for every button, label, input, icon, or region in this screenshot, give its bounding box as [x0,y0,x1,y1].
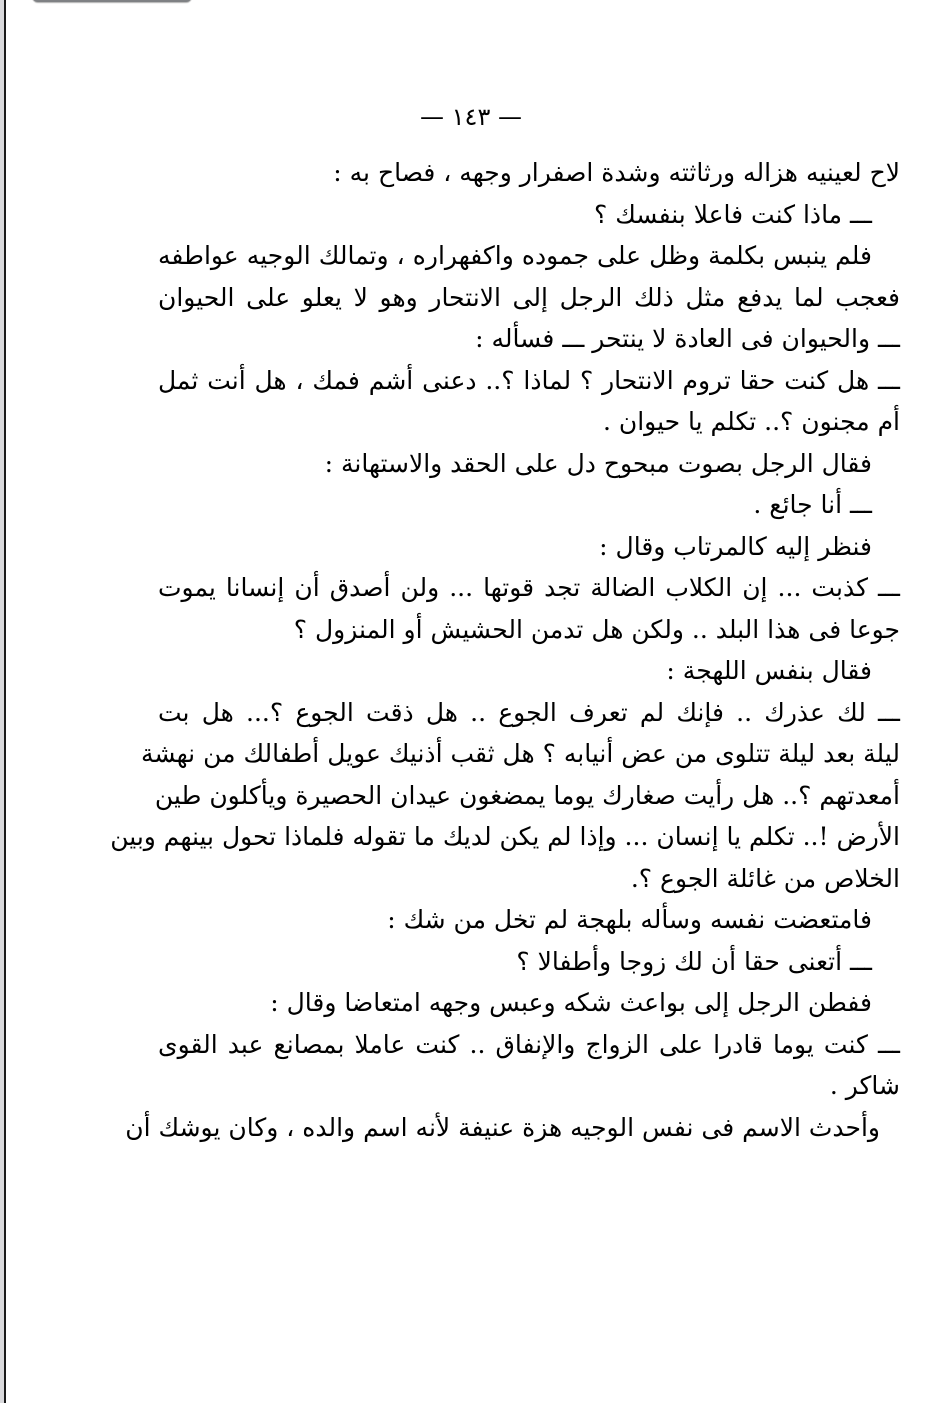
top-tab-edge [32,0,192,2]
text-line: ـــ والحيوان فى العادة لا ينتحر ـــ فسأله : [475,324,900,353]
text-line: لاح لعينيه هزاله ورثاثته وشدة اصفرار وجهه ، فصاح به : [333,158,900,187]
text-line: ـــ كنت يوما قادرا على الزواج والإنفاق .. كنت عاملا بمصانع عبد القوى [158,1029,900,1059]
text-line: الأرض !.. تكلم يا إنسان ... وإذا لم يكن لديك ما تقوله فلماذا تحول بينهم وبين [110,822,900,851]
text-line: ـــ كذبت ... إن الكلاب الضالة تجد قوتها ... ولن أصدق أن إنسانا يموت [158,573,900,602]
text-line: ـــ أتعنى حقا أن لك زوجا وأطفالا ؟ [516,946,872,976]
text-line: فامتعضت نفسه وسأله بلهجة لم تخل من شك : [387,905,872,934]
text-line: فقال الرجل بصوت مبحوح دل على الحقد والاستهانة : [324,448,872,478]
text-line: ـــ أنا جائع . [753,490,872,519]
text-line: فعجب لما يدفع مثل ذلك الرجل إلى الانتحار وهو لا يعلو على الحيوان [158,282,900,312]
text-line: ـــ هل كنت حقا تروم الانتحار ؟ لماذا ؟.. دعنى أشم فمك ، هل أنت ثمل [158,365,900,395]
text-line: أم مجنون ؟.. تكلم يا حيوان . [602,407,900,436]
text-line: فقال بنفس اللهجة : [666,656,872,685]
text-line: جوعا فى هذا البلد .. ولكن هل تدمن الحشيش أو المنزول ؟ [293,614,900,644]
text-line: ليلة بعد ليلة تتلوى من عض أنيابه ؟ هل ثقب أذنيك عويل أطفالك من نهشة [140,739,900,768]
text-line: ـــ ماذا كنت فاعلا بنفسك ؟ [594,199,872,229]
text-line: شاكر . [829,1071,900,1100]
text-line: فلم ينبس بكلمة وظل على جموده واكفهراره ، وتمالك الوجيه عواطفه [158,241,872,270]
page-left-border [4,0,6,1403]
text-line: ـــ لك عذرك .. فإنك لم تعرف الجوع .. هل ذقت الجوع ؟... هل بت [158,697,900,727]
text-line: فنظر إليه كالمرتاب وقال : [599,531,872,561]
page-body-text [110,152,900,1148]
text-line: أمعدتهم ؟.. هل رأيت صغارك يوما يمضغون عيدان الحصيرة ويأكلون طين [154,780,900,810]
page-number: — ١٤٣ — [420,103,522,131]
text-line: الخلاص من غائلة الجوع ؟. [630,863,900,893]
text-line: ففطن الرجل إلى بواعث شكه وعبس وجهه امتعاضا وقال : [270,988,872,1017]
text-line: وأحدث الاسم فى نفس الوجيه هزة عنيفة لأنه اسم والده ، وكان يوشك أن [125,1112,880,1142]
